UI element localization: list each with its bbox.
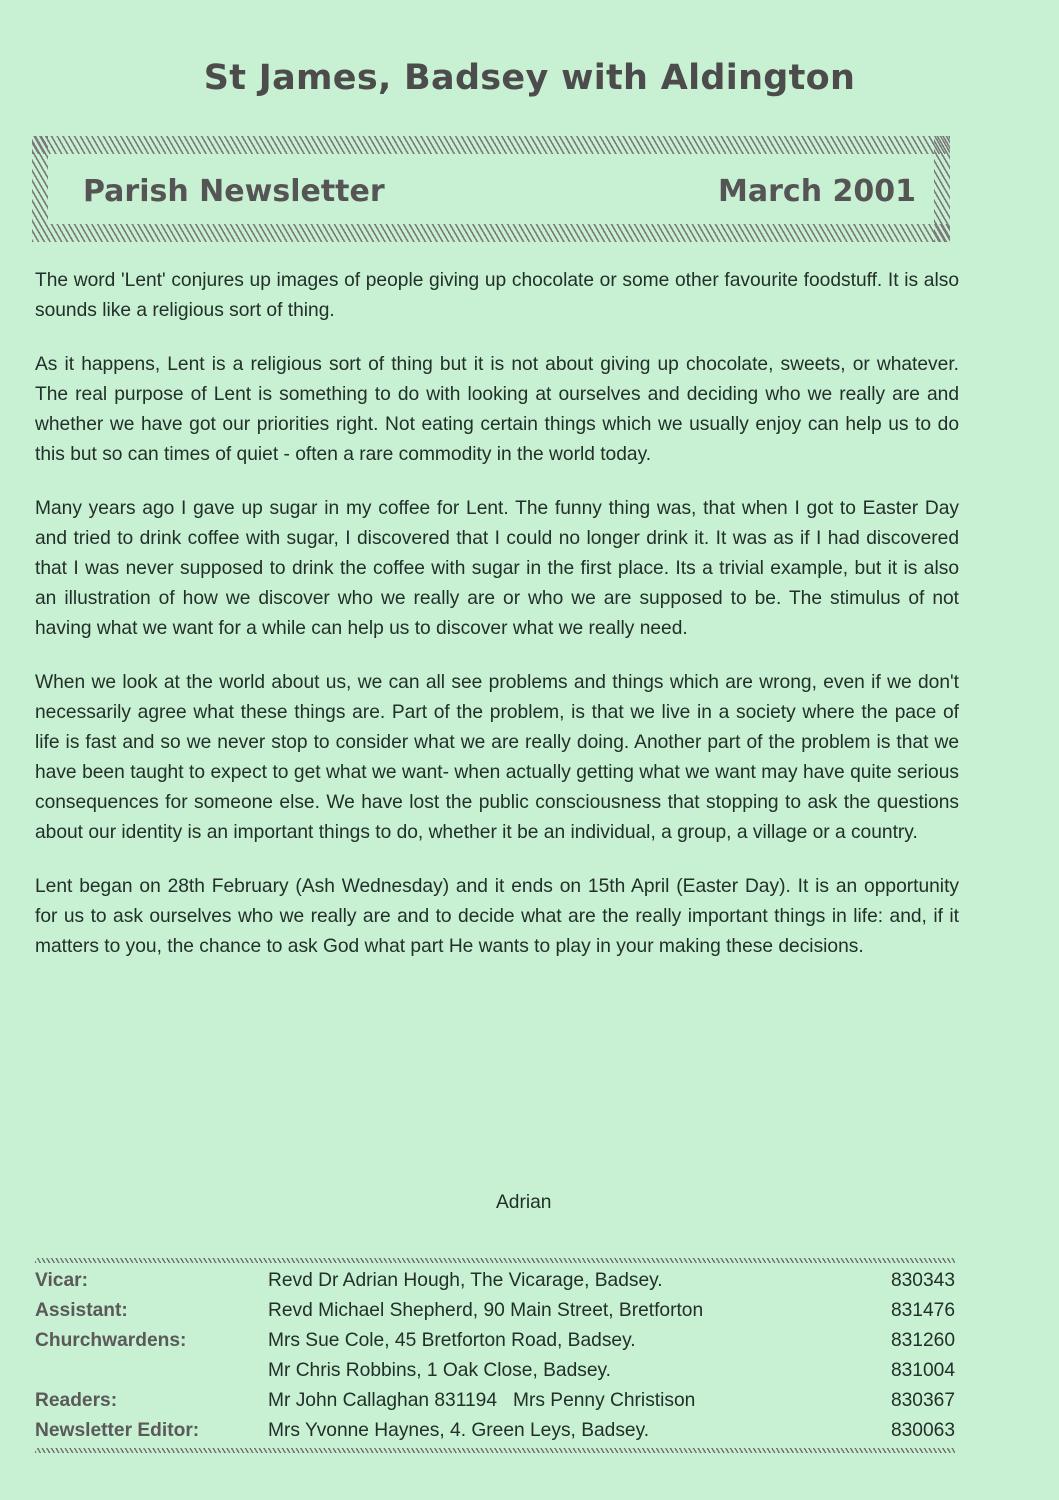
contact-detail: Mr Chris Robbins, 1 Oak Close, Badsey.: [268, 1360, 612, 1381]
contacts-rule-bottom: [35, 1448, 955, 1453]
article-paragraph: Many years ago I gave up sugar in my coffee for Lent. The funny thing was, that when I got to Easter Day and tried to drink coffee with sugar, I discovered that I could no longer drink it. It was as if I had discovered that I was never supposed to drink the coffee with sugar in the first place. Its a trivial example, but it is also an illustration of how we discover who we really are or who we are supposed to be. The stimulus of not having what we want for a while can help us to discover what we really need.: [35, 498, 959, 639]
article-paragraph: As it happens, Lent is a religious sort of thing but it is not about giving up chocolate, sweets, or whatever. The real purpose of Lent is something to do with looking at ourselves and deciding who we really are and whether we have got our priorities right. Not eating certain things which we usually enjoy can help us to do this but so can times of quiet - often a rare commodity in the world today.: [35, 354, 959, 465]
table-row: [35, 1416, 955, 1446]
banner-hatch-top: [32, 136, 950, 154]
banner-hatch-bottom: [32, 224, 950, 242]
contact-phone: 831004: [890, 1360, 955, 1381]
contact-role: Churchwardens:: [35, 1330, 187, 1351]
contact-phone: 830063: [890, 1420, 955, 1441]
table-row: [35, 1266, 955, 1296]
contact-detail: Mr John Callaghan 831194 Mrs Penny Christison: [268, 1390, 696, 1411]
article-body: [35, 266, 959, 986]
newsletter-name: Parish Newsletter: [83, 174, 385, 209]
contact-detail: Revd Dr Adrian Hough, The Vicarage, Badsey.: [268, 1270, 663, 1291]
contact-detail: Mrs Yvonne Haynes, 4. Green Leys, Badsey.: [268, 1420, 650, 1441]
contact-detail: Revd Michael Shepherd, 90 Main Street, Bretforton: [268, 1300, 704, 1321]
contact-role: Assistant:: [35, 1300, 128, 1321]
contact-phone: 831476: [890, 1300, 955, 1321]
contacts-section: [35, 1258, 955, 1453]
article-paragraph: The word 'Lent' conjures up images of people giving up chocolate or some other favourite foodstuff. It is also sounds like a religious sort of thing.: [35, 270, 959, 321]
signoff: Adrian: [496, 1192, 552, 1213]
table-row: [35, 1326, 955, 1356]
table-row: [35, 1386, 955, 1416]
contact-phone: 830343: [890, 1270, 955, 1291]
issue-date: March 2001: [718, 174, 916, 209]
table-row: [35, 1356, 955, 1386]
contact-detail: Mrs Sue Cole, 45 Bretforton Road, Badsey.: [268, 1330, 636, 1351]
banner-inner: [48, 154, 934, 224]
newsletter-banner: [32, 136, 950, 242]
contact-role: Newsletter Editor:: [35, 1420, 200, 1441]
banner-hatch-left: [32, 136, 48, 242]
contact-role: [35, 1356, 268, 1386]
table-row: [35, 1296, 955, 1326]
page-title: St James, Badsey with Aldington: [203, 58, 856, 98]
contact-role: Vicar:: [35, 1270, 88, 1291]
banner-hatch-right: [934, 136, 950, 242]
article-paragraph: Lent began on 28th February (Ash Wednesday) and it ends on 15th April (Easter Day). It is an opportunity for us to ask ourselves who we really are and to decide what are the really important things in life: and, if it matters to you, the chance to ask God what part He wants to play in your making these decisions.: [35, 876, 959, 957]
contact-phone: 830367: [890, 1390, 955, 1411]
contact-phone: 831260: [890, 1330, 955, 1351]
contacts-rule-top: [35, 1258, 955, 1263]
contacts-table: [35, 1266, 955, 1446]
article-paragraph: When we look at the world about us, we can all see problems and things which are wrong, even if we don't necessarily agree what these things are. Part of the problem, is that we live in a society where the pace of life is fast and so we never stop to consider what we are really doing. Another part of the problem is that we have been taught to expect to get what we want- when actually getting what we want may have quite serious consequences for someone else. We have lost the public consciousness that stopping to ask the questions about our identity is an important things to do, whether it be an individual, a group, a village or a country.: [35, 672, 959, 843]
contact-role: Readers:: [35, 1390, 118, 1411]
